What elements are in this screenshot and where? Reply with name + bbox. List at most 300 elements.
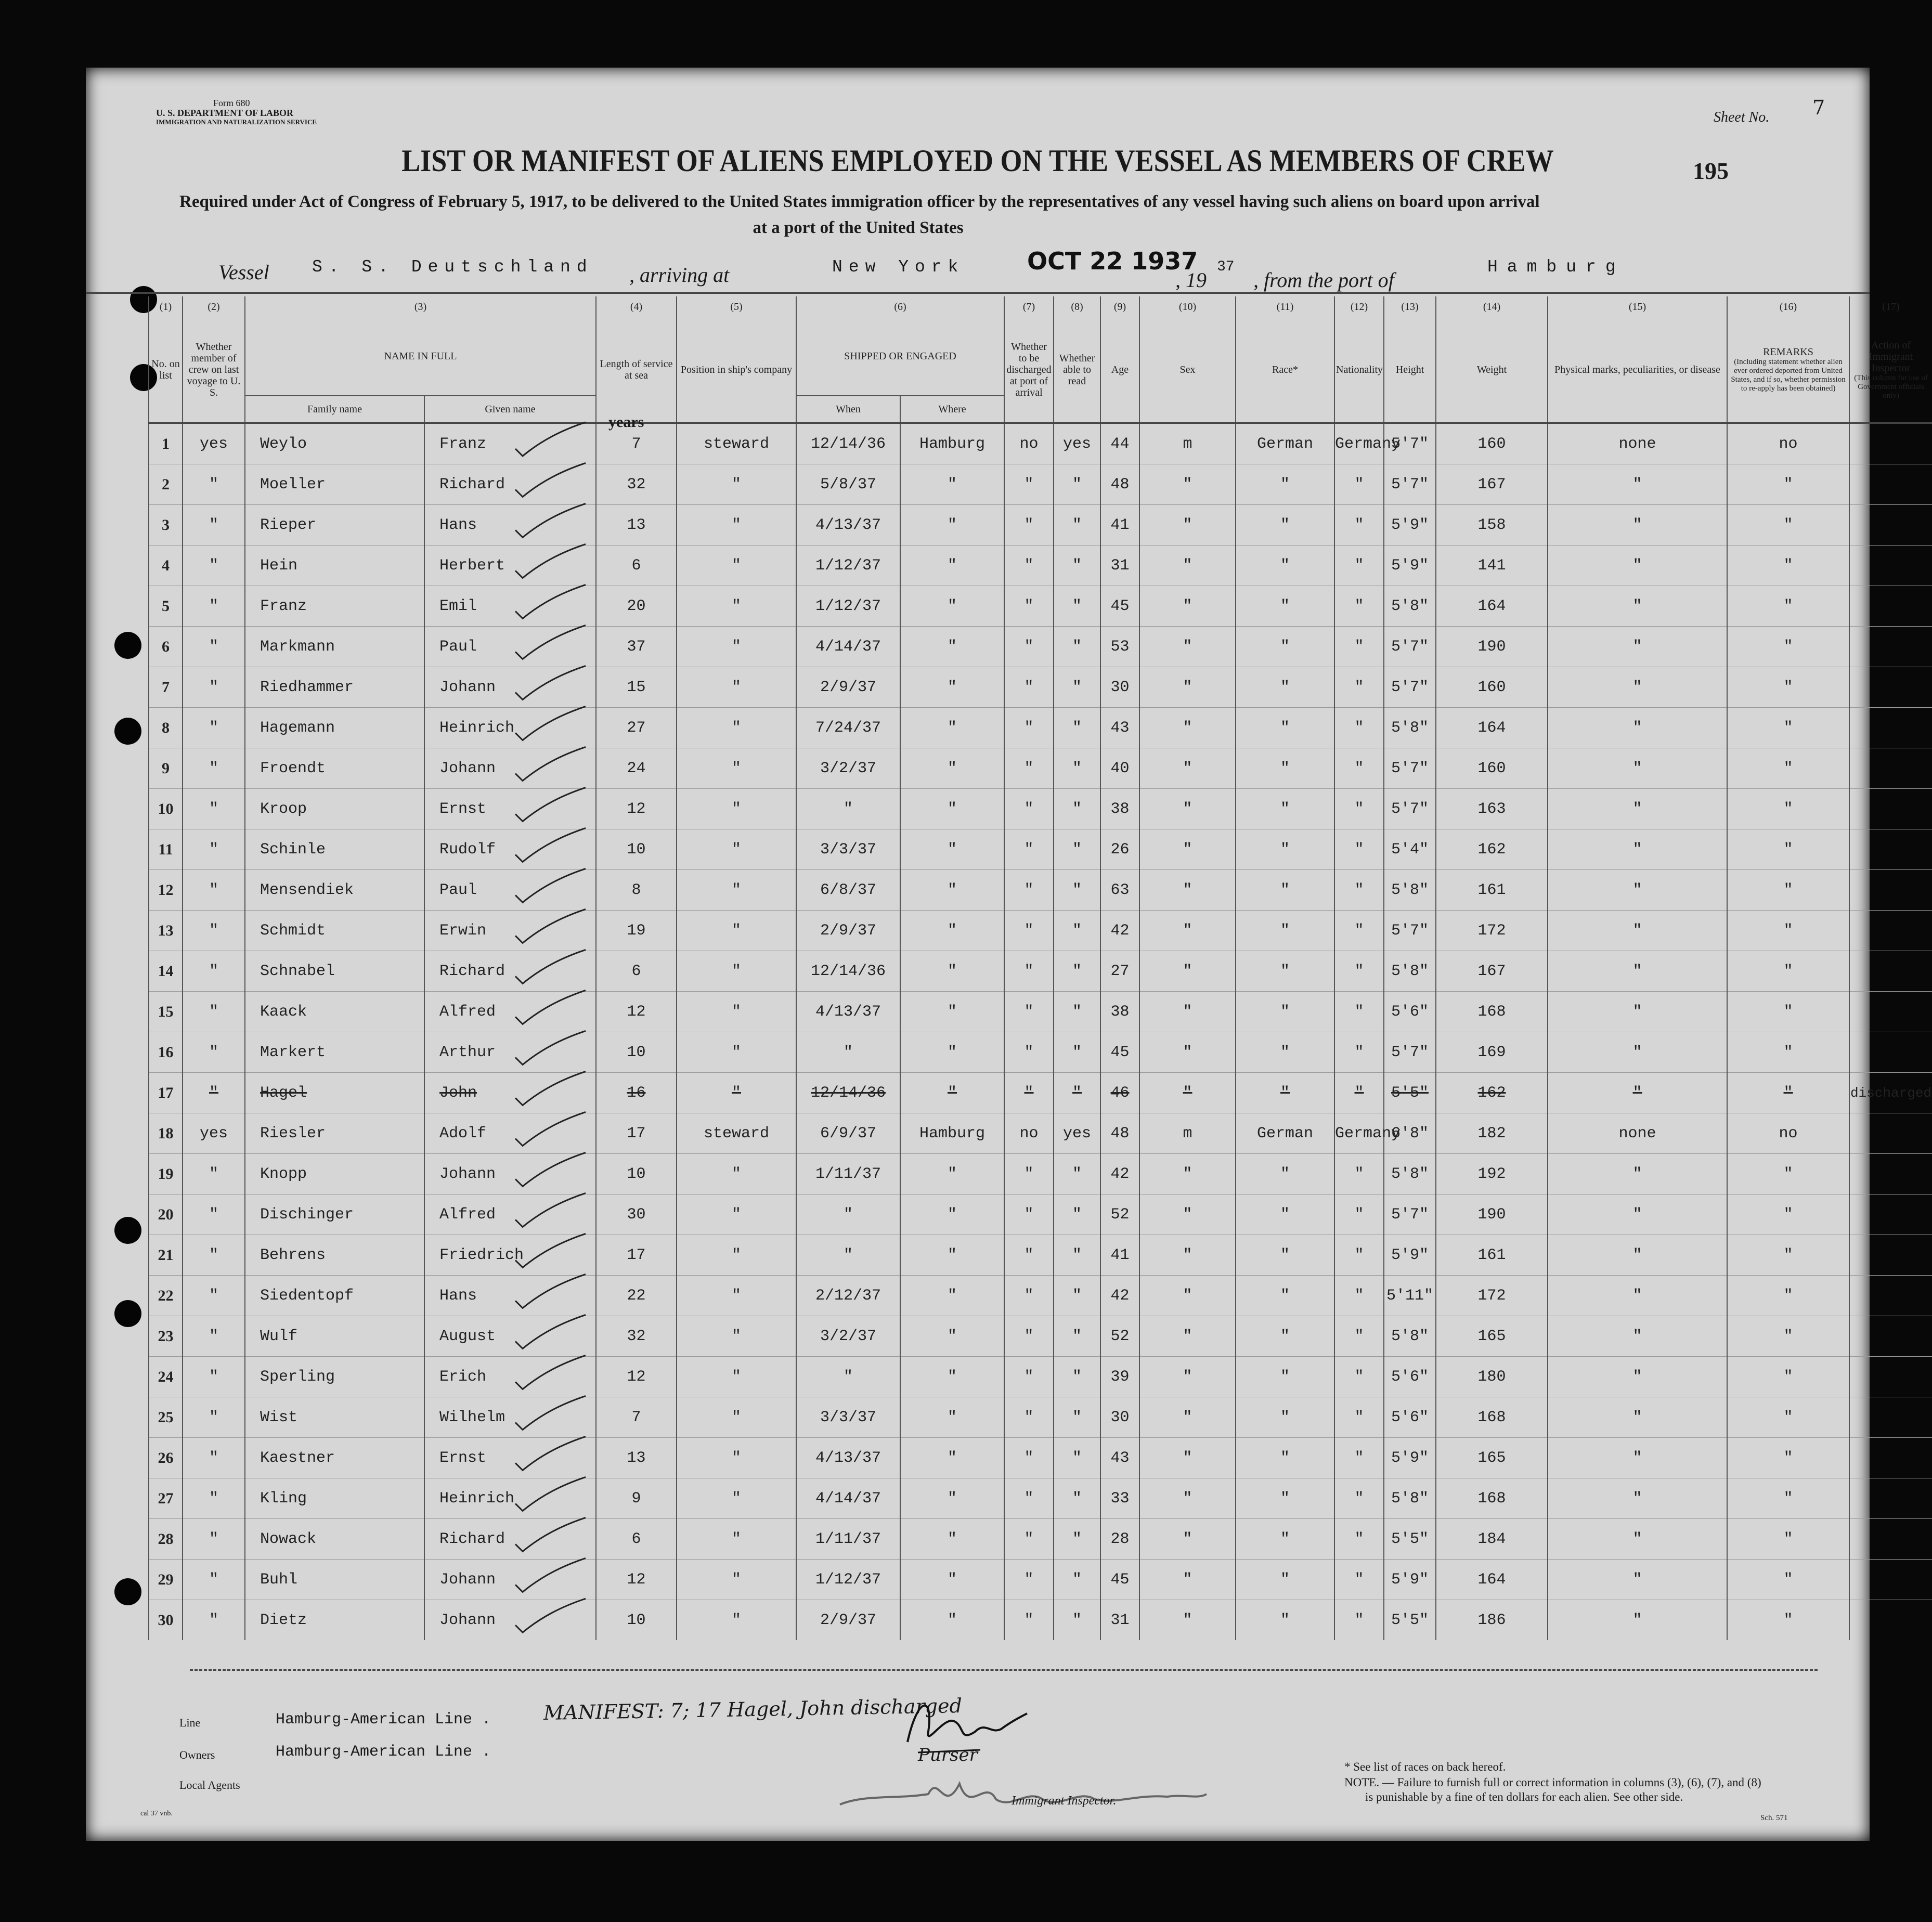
shipped-where-cell: ": [900, 1600, 1004, 1641]
read-cell: ": [1054, 1519, 1100, 1560]
sex-cell: ": [1139, 748, 1236, 789]
age-cell: 42: [1100, 1154, 1139, 1194]
prior-voyage-cell: ": [183, 464, 245, 505]
marks-cell: ": [1548, 789, 1727, 829]
position-cell: ": [677, 1438, 796, 1478]
read-cell: ": [1054, 1235, 1100, 1276]
given-name-cell: Richard: [424, 1519, 596, 1560]
given-name-cell: Paul: [424, 870, 596, 911]
age-cell: 52: [1100, 1194, 1139, 1235]
remarks-cell: ": [1727, 586, 1849, 627]
nationality-cell: ": [1334, 1235, 1384, 1276]
height-cell: 5'7": [1384, 748, 1436, 789]
marks-cell: ": [1548, 586, 1727, 627]
list-number: 7: [149, 667, 183, 708]
weight-cell: 168: [1436, 1397, 1548, 1438]
prior-voyage-cell: ": [183, 505, 245, 546]
nationality-cell: ": [1334, 505, 1384, 546]
service-years-cell: 12: [596, 1357, 677, 1397]
nationality-cell: ": [1334, 1478, 1384, 1519]
check-mark: [515, 1477, 586, 1511]
position-cell: ": [677, 627, 796, 667]
weight-cell: 163: [1436, 789, 1548, 829]
marks-cell: ": [1548, 1600, 1727, 1641]
shipped-when-cell: 4/14/37: [796, 1478, 900, 1519]
shipped-when-cell: 2/9/37: [796, 911, 900, 951]
age-cell: 38: [1100, 789, 1139, 829]
given-name-cell: Rudolf: [424, 829, 596, 870]
read-cell: ": [1054, 505, 1100, 546]
shipped-where-cell: ": [900, 1073, 1004, 1113]
discharged-cell: ": [1004, 546, 1054, 586]
sex-cell: ": [1139, 464, 1236, 505]
check-mark: [515, 1274, 586, 1308]
shipped-when-cell: 4/14/37: [796, 627, 900, 667]
shipped-when-cell: 2/9/37: [796, 667, 900, 708]
height-cell: 5'7": [1384, 1194, 1436, 1235]
inspector-title: Action of Immigrant Inspector: [1869, 339, 1913, 374]
given-name-cell: Heinrich: [424, 708, 596, 748]
discharged-cell: ": [1004, 1235, 1054, 1276]
check-mark: [515, 1355, 586, 1389]
family-name-cell: Knopp: [245, 1154, 424, 1194]
list-number: 14: [149, 951, 183, 992]
purser-label: Purser: [918, 1745, 978, 1765]
shipped-where-cell: ": [900, 1438, 1004, 1478]
year-value: 37: [1217, 259, 1235, 275]
marks-cell: ": [1548, 911, 1727, 951]
races-note: * See list of races on back hereof.: [1344, 1760, 1506, 1773]
service-years-cell: 7: [596, 423, 677, 464]
given-name-cell: Erwin: [424, 911, 596, 951]
list-number: 13: [149, 911, 183, 951]
weight-cell: 158: [1436, 505, 1548, 546]
race-cell: ": [1236, 1276, 1334, 1316]
age-cell: 41: [1100, 505, 1139, 546]
prior-voyage-cell: ": [183, 1235, 245, 1276]
race-cell: ": [1236, 708, 1334, 748]
prior-voyage-cell: ": [183, 1316, 245, 1357]
given-name-cell: Paul: [424, 627, 596, 667]
service-years-cell: 32: [596, 1316, 677, 1357]
sex-cell: ": [1139, 1235, 1236, 1276]
shipped-when-cell: ": [796, 789, 900, 829]
marks-cell: ": [1548, 1478, 1727, 1519]
race-cell: ": [1236, 1600, 1334, 1641]
height-cell: 5'5": [1384, 1600, 1436, 1641]
shipped-when-cell: 3/3/37: [796, 1397, 900, 1438]
list-number: 11: [149, 829, 183, 870]
sex-cell: ": [1139, 1478, 1236, 1519]
discharged-cell: ": [1004, 708, 1054, 748]
position-cell: ": [677, 667, 796, 708]
weight-cell: 160: [1436, 667, 1548, 708]
position-cell: ": [677, 829, 796, 870]
read-cell: ": [1054, 1357, 1100, 1397]
read-cell: ": [1054, 1032, 1100, 1073]
list-number: 28: [149, 1519, 183, 1560]
service-years-cell: 24: [596, 748, 677, 789]
col-num: (8): [1054, 296, 1100, 317]
owners-value: Hamburg-American Line .: [276, 1743, 491, 1761]
height-cell: 5'9": [1384, 505, 1436, 546]
subtitle-line-2: at a port of the United States: [753, 218, 964, 237]
marks-cell: ": [1548, 1073, 1727, 1113]
position-cell: ": [677, 789, 796, 829]
race-cell: ": [1236, 464, 1334, 505]
col-num: (14): [1436, 296, 1548, 317]
header-family-name: Family name: [245, 396, 424, 423]
marks-cell: ": [1548, 1032, 1727, 1073]
nationality-cell: ": [1334, 1560, 1384, 1600]
age-cell: 45: [1100, 1032, 1139, 1073]
shipped-where-cell: ": [900, 1032, 1004, 1073]
weight-cell: 169: [1436, 1032, 1548, 1073]
header-position: Position in ship's company: [677, 317, 796, 423]
weight-cell: 164: [1436, 708, 1548, 748]
remarks-cell: no: [1727, 423, 1849, 464]
nationality-cell: ": [1334, 546, 1384, 586]
position-cell: ": [677, 911, 796, 951]
service-years-cell: 10: [596, 1600, 677, 1641]
read-cell: ": [1054, 748, 1100, 789]
read-cell: ": [1054, 464, 1100, 505]
age-cell: 26: [1100, 829, 1139, 870]
list-number: 12: [149, 870, 183, 911]
shipped-when-cell: 1/12/37: [796, 586, 900, 627]
marks-cell: ": [1548, 627, 1727, 667]
read-cell: ": [1054, 911, 1100, 951]
service-years-cell: 13: [596, 505, 677, 546]
remarks-cell: ": [1727, 1478, 1849, 1519]
shipped-when-cell: 6/8/37: [796, 870, 900, 911]
shipped-when-cell: ": [796, 1032, 900, 1073]
sex-cell: ": [1139, 1276, 1236, 1316]
list-number: 9: [149, 748, 183, 789]
check-mark: [515, 463, 586, 497]
age-cell: 42: [1100, 911, 1139, 951]
list-number: 27: [149, 1478, 183, 1519]
check-mark: [515, 787, 586, 821]
sex-cell: ": [1139, 1560, 1236, 1600]
shipped-when-cell: 3/2/37: [796, 748, 900, 789]
owners-label: Owners: [179, 1748, 215, 1761]
shipped-where-cell: ": [900, 748, 1004, 789]
read-cell: ": [1054, 992, 1100, 1032]
list-number: 24: [149, 1357, 183, 1397]
discharged-cell: ": [1004, 1438, 1054, 1478]
prior-voyage-cell: ": [183, 1519, 245, 1560]
family-name-cell: Nowack: [245, 1519, 424, 1560]
height-cell: 5'6": [1384, 1397, 1436, 1438]
header-no-on-list: No. on list: [149, 317, 183, 423]
check-mark: [515, 544, 586, 578]
sex-cell: ": [1139, 627, 1236, 667]
read-cell: ": [1054, 829, 1100, 870]
read-cell: ": [1054, 667, 1100, 708]
check-mark: [515, 1517, 586, 1551]
sex-cell: ": [1139, 667, 1236, 708]
read-cell: ": [1054, 1600, 1100, 1641]
race-cell: ": [1236, 627, 1334, 667]
discharged-cell: ": [1004, 789, 1054, 829]
family-name-cell: Kroop: [245, 789, 424, 829]
service-years-cell: 12: [596, 789, 677, 829]
read-cell: ": [1054, 586, 1100, 627]
form-number: Form 680: [213, 98, 250, 108]
age-cell: 31: [1100, 546, 1139, 586]
remarks-cell: ": [1727, 708, 1849, 748]
manifest-sheet: [86, 68, 1932, 1841]
height-cell: 5'7": [1384, 1032, 1436, 1073]
service-years-cell: 7: [596, 1397, 677, 1438]
discharged-cell: ": [1004, 1478, 1054, 1519]
shipped-when-cell: 12/14/36: [796, 423, 900, 464]
marks-cell: ": [1548, 1235, 1727, 1276]
weight-cell: 161: [1436, 1235, 1548, 1276]
family-name-cell: Behrens: [245, 1235, 424, 1276]
age-cell: 28: [1100, 1519, 1139, 1560]
weight-cell: 162: [1436, 829, 1548, 870]
family-name-cell: Riedhammer: [245, 667, 424, 708]
given-name-cell: John: [424, 1073, 596, 1113]
family-name-cell: Markert: [245, 1032, 424, 1073]
family-name-cell: Wulf: [245, 1316, 424, 1357]
prior-voyage-cell: ": [183, 1357, 245, 1397]
position-cell: steward: [677, 1113, 796, 1154]
shipped-where-cell: ": [900, 1194, 1004, 1235]
check-mark: [515, 1031, 586, 1064]
prior-voyage-cell: ": [183, 829, 245, 870]
remarks-cell: ": [1727, 992, 1849, 1032]
age-cell: 48: [1100, 1113, 1139, 1154]
col-num: (11): [1236, 296, 1334, 317]
header-where: Where: [900, 396, 1004, 423]
list-number: 2: [149, 464, 183, 505]
shipped-where-cell: ": [900, 1235, 1004, 1276]
prior-voyage-cell: ": [183, 789, 245, 829]
weight-cell: 180: [1436, 1357, 1548, 1397]
discharged-cell: ": [1004, 992, 1054, 1032]
shipped-when-cell: 3/2/37: [796, 1316, 900, 1357]
service-years-cell: 12: [596, 1560, 677, 1600]
nationality-cell: ": [1334, 667, 1384, 708]
nationality-cell: ": [1334, 627, 1384, 667]
nationality-cell: ": [1334, 870, 1384, 911]
service-years-cell: 20: [596, 586, 677, 627]
given-name-cell: Johann: [424, 1154, 596, 1194]
shipped-when-cell: ": [796, 1357, 900, 1397]
shipped-where-cell: ": [900, 627, 1004, 667]
nationality-cell: ": [1334, 911, 1384, 951]
remarks-cell: ": [1727, 911, 1849, 951]
shipped-where-cell: ": [900, 789, 1004, 829]
given-name-cell: Franz: [424, 423, 596, 464]
discharged-cell: ": [1004, 1276, 1054, 1316]
position-cell: ": [677, 546, 796, 586]
discharged-cell: ": [1004, 464, 1054, 505]
shipped-when-cell: 5/8/37: [796, 464, 900, 505]
read-cell: ": [1054, 1154, 1100, 1194]
height-cell: 5'8": [1384, 1154, 1436, 1194]
read-cell: ": [1054, 627, 1100, 667]
shipped-when-cell: 4/13/37: [796, 992, 900, 1032]
service-years-cell: 19: [596, 911, 677, 951]
departure-port: Hamburg: [1487, 257, 1625, 277]
prior-voyage-cell: yes: [183, 1113, 245, 1154]
schedule-number: Sch. 571: [1760, 1814, 1788, 1822]
shipped-when-cell: 1/11/37: [796, 1519, 900, 1560]
header-name-in-full: NAME IN FULL: [245, 317, 596, 396]
position-cell: ": [677, 1560, 796, 1600]
position-cell: ": [677, 1316, 796, 1357]
service-years-cell: 10: [596, 1032, 677, 1073]
shipped-where-cell: ": [900, 1316, 1004, 1357]
list-number: 18: [149, 1113, 183, 1154]
sheet-number: 7: [1812, 96, 1825, 119]
height-cell: 5'6": [1384, 1357, 1436, 1397]
shipped-where-cell: ": [900, 464, 1004, 505]
given-name-cell: Johann: [424, 1560, 596, 1600]
prior-voyage-cell: ": [183, 627, 245, 667]
nationality-cell: ": [1334, 464, 1384, 505]
sex-cell: ": [1139, 951, 1236, 992]
shipped-when-cell: 7/24/37: [796, 708, 900, 748]
age-cell: 31: [1100, 1600, 1139, 1641]
header-weight: Weight: [1436, 317, 1548, 423]
marks-cell: ": [1548, 1519, 1727, 1560]
read-cell: ": [1054, 1438, 1100, 1478]
family-name-cell: Hein: [245, 546, 424, 586]
col-num: (3): [245, 296, 596, 317]
given-name-cell: Adolf: [424, 1113, 596, 1154]
family-name-cell: Dischinger: [245, 1194, 424, 1235]
position-cell: ": [677, 708, 796, 748]
service-years-cell: 32: [596, 464, 677, 505]
age-cell: 40: [1100, 748, 1139, 789]
sex-cell: ": [1139, 1073, 1236, 1113]
col-num: (13): [1384, 296, 1436, 317]
check-mark: [515, 1233, 586, 1267]
age-cell: 44: [1100, 423, 1139, 464]
shipped-where-cell: ": [900, 992, 1004, 1032]
remarks-cell: ": [1727, 1560, 1849, 1600]
family-name-cell: Kling: [245, 1478, 424, 1519]
discharged-cell: ": [1004, 951, 1054, 992]
height-cell: 5'11": [1384, 1276, 1436, 1316]
nationality-cell: ": [1334, 708, 1384, 748]
height-cell: 5'7": [1384, 627, 1436, 667]
age-cell: 30: [1100, 1397, 1139, 1438]
age-cell: 38: [1100, 992, 1139, 1032]
discharged-cell: ": [1004, 870, 1054, 911]
check-mark: [515, 585, 586, 618]
nationality-cell: ": [1334, 789, 1384, 829]
sex-cell: ": [1139, 911, 1236, 951]
height-cell: 5'7": [1384, 911, 1436, 951]
weight-cell: 184: [1436, 1519, 1548, 1560]
action-cell: discharged: [1849, 1073, 1932, 1113]
document-title: LIST OR MANIFEST OF ALIENS EMPLOYED ON THE VESSEL AS MEMBERS OF CREW: [401, 144, 1554, 178]
check-mark: [515, 706, 586, 740]
list-number: 10: [149, 789, 183, 829]
race-cell: ": [1236, 789, 1334, 829]
sex-cell: ": [1139, 1194, 1236, 1235]
shipped-where-cell: ": [900, 546, 1004, 586]
weight-cell: 162: [1436, 1073, 1548, 1113]
prior-voyage-cell: ": [183, 1194, 245, 1235]
check-mark: [515, 1315, 586, 1348]
remarks-cell: ": [1727, 1316, 1849, 1357]
header-height: Height: [1384, 317, 1436, 423]
discharged-cell: ": [1004, 667, 1054, 708]
height-cell: 5'8": [1384, 708, 1436, 748]
shipped-when-cell: 1/12/37: [796, 546, 900, 586]
check-mark: [515, 422, 586, 456]
header-discharged: Whether to be discharged at port of arrival: [1004, 317, 1054, 423]
sex-cell: ": [1139, 992, 1236, 1032]
prior-voyage-cell: ": [183, 667, 245, 708]
year-prefix: , 19: [1175, 268, 1207, 292]
marks-cell: ": [1548, 464, 1727, 505]
shipped-when-cell: ": [796, 1194, 900, 1235]
nationality-cell: Germany: [1334, 423, 1384, 464]
shipped-when-cell: 4/13/37: [796, 1438, 900, 1478]
shipped-where-cell: ": [900, 1276, 1004, 1316]
family-name-cell: Moeller: [245, 464, 424, 505]
read-cell: ": [1054, 870, 1100, 911]
marks-cell: ": [1548, 1560, 1727, 1600]
given-name-cell: Arthur: [424, 1032, 596, 1073]
age-cell: 33: [1100, 1478, 1139, 1519]
inspector-note: (This column for use of Government officials only): [1854, 373, 1928, 400]
shipped-when-cell: 1/12/37: [796, 1560, 900, 1600]
weight-cell: 160: [1436, 748, 1548, 789]
family-name-cell: Franz: [245, 586, 424, 627]
height-cell: 5'4": [1384, 829, 1436, 870]
nationality-cell: ": [1334, 1600, 1384, 1641]
check-mark: [515, 1558, 586, 1592]
sex-cell: ": [1139, 1316, 1236, 1357]
height-cell: 6'8": [1384, 1113, 1436, 1154]
remarks-cell: ": [1727, 1235, 1849, 1276]
arriving-label: , arriving at: [629, 263, 730, 287]
list-number: 8: [149, 708, 183, 748]
shipped-where-cell: ": [900, 951, 1004, 992]
remarks-cell: ": [1727, 1357, 1849, 1397]
position-cell: ": [677, 748, 796, 789]
race-cell: ": [1236, 1032, 1334, 1073]
shipped-where-cell: ": [900, 667, 1004, 708]
service-years-cell: 12: [596, 992, 677, 1032]
read-cell: ": [1054, 708, 1100, 748]
marks-cell: ": [1548, 667, 1727, 708]
read-cell: ": [1054, 1560, 1100, 1600]
remarks-cell: ": [1727, 870, 1849, 911]
read-cell: ": [1054, 1073, 1100, 1113]
marks-cell: ": [1548, 1438, 1727, 1478]
sex-cell: ": [1139, 505, 1236, 546]
race-cell: ": [1236, 586, 1334, 627]
family-name-cell: Markmann: [245, 627, 424, 667]
discharged-cell: ": [1004, 829, 1054, 870]
check-mark: [515, 503, 586, 537]
list-number: 4: [149, 546, 183, 586]
col-num: (5): [677, 296, 796, 317]
marks-cell: ": [1548, 505, 1727, 546]
given-name-cell: Ernst: [424, 1438, 596, 1478]
given-name-cell: Erich: [424, 1357, 596, 1397]
